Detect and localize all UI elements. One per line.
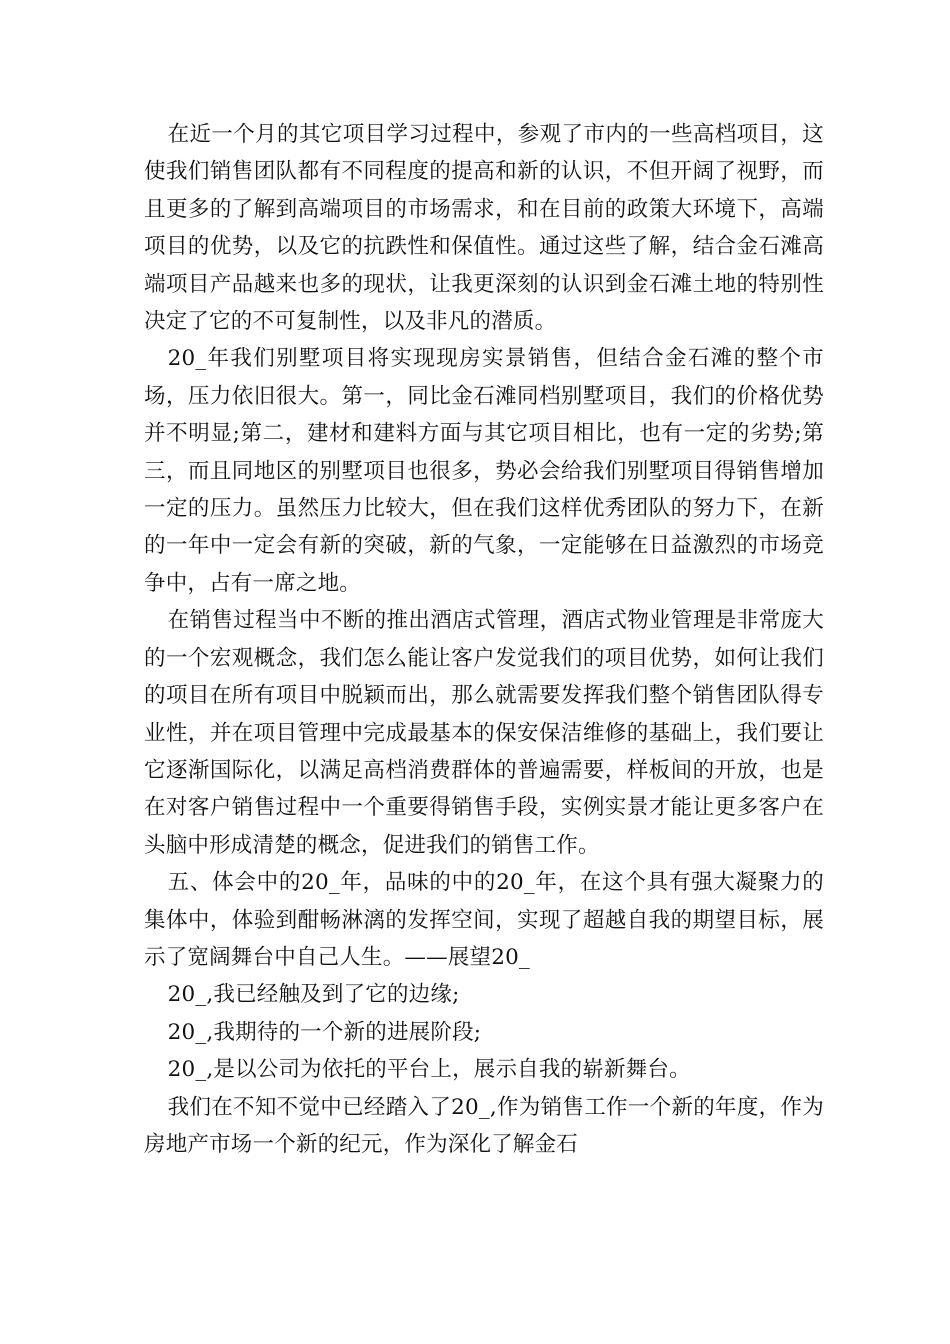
paragraph-villa-sales: 20_年我们别墅项目将实现现房实景销售，但结合金石滩的整个市场，压力依旧很大。第一，同比金石滩同档别墅项目，我们的价格优势并不明显;第二，建材和建料方面与其它项目相比，也有一定的劣势;第三，而且同地区的别墅项目也很多，势必会给我们别墅项目得销售增加一定的压力。虽然压力比较大，但在我们这样优秀团队的努力下，在新的一年中一定会有新的突破，新的气象，一定能够在日益激烈的市场竞争中，占有一席之地。: [144, 346, 824, 596]
paragraph-hotel-management: 在销售过程当中不断的推出酒店式管理，酒店式物业管理是非常庞大的一个宏观概念，我们怎么能让客户发觉我们的项目优势，如何让我们的项目在所有项目中脱颖而出，那么就需要发挥我们整个销售团队得专业性，并在项目管理中完成最基本的保安保洁维修的基础上，我们要让它逐渐国际化，以满足高档消费群体的普遍需要，样板间的开放，也是在对客户销售过程中一个重要得销售手段，实例实景才能让更多客户在头脑中形成清楚的概念，促进我们的销售工作。: [144, 608, 824, 858]
paragraph-outlook-edge: 20_,我已经触及到了它的边缘;: [167, 982, 460, 1008]
paragraph-experience: 五、体会中的20_年，品味的中的20_年，在这个具有强大凝聚力的集体中，体验到酣畅淋漓的发挥空间，实现了超越自我的期望目标，展示了宽阔舞台中自己人生。——展望20_: [144, 870, 824, 970]
paragraph-outlook-platform: 20_,是以公司为依托的平台上，展示自我的崭新舞台。: [167, 1057, 691, 1083]
document-body: [144, 116, 824, 1163]
paragraph-new-year: 我们在不知不觉中已经踏入了20_,作为销售工作一个新的年度，作为房地产市场一个新的纪元，作为深化了解金石: [144, 1094, 824, 1157]
paragraph-outlook-stage: 20_,我期待的一个新的进展阶段;: [167, 1019, 482, 1045]
paragraph-project-study: 在近一个月的其它项目学习过程中，参观了市内的一些高档项目，这使我们销售团队都有不同程度的提高和新的认识，不但开阔了视野，而且更多的了解到高端项目的市场需求，和在目前的政策大环境下，高端项目的优势，以及它的抗跌性和保值性。通过这些了解，结合金石滩高端项目产品越来也多的现状，让我更深刻的认识到金石滩土地的特别性决定了它的不可复制性，以及非凡的潜质。: [144, 122, 824, 335]
